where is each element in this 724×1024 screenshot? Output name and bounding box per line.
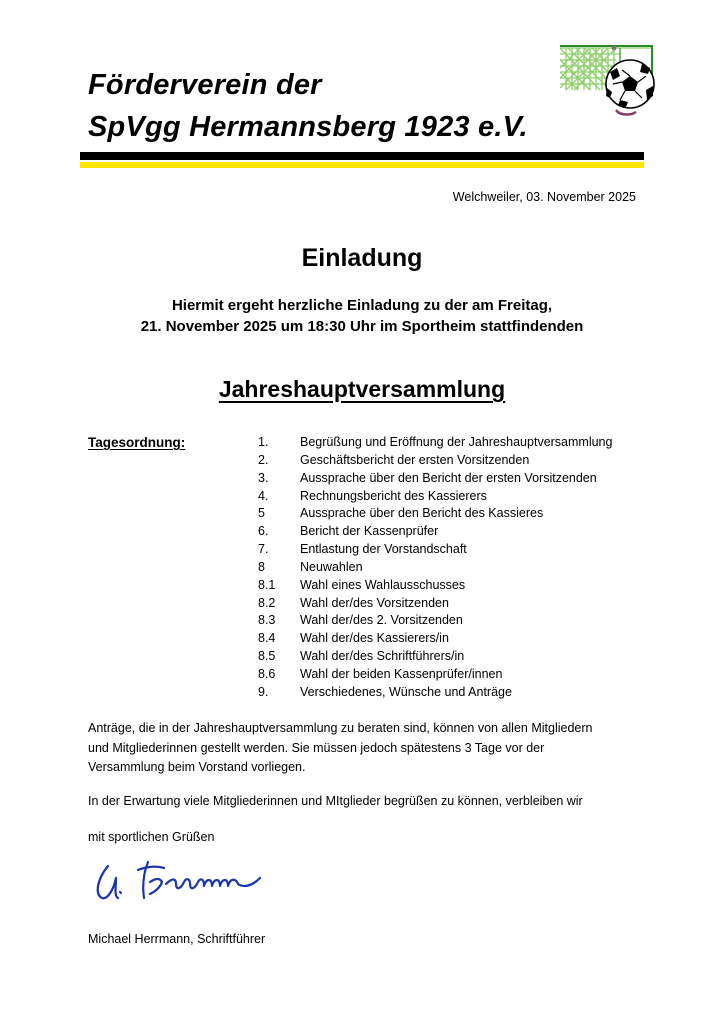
motions-line1: Anträge, die in der Jahreshauptversammlung zu beraten sind, können von allen Mitgliedern <box>88 721 593 735</box>
agenda-item <box>258 666 612 684</box>
agenda-item-text: Wahl der/des Schriftführers/in <box>300 649 465 664</box>
agenda-item-number: 1. <box>258 435 269 449</box>
agenda-item-text: Geschäftsbericht der ersten Vorsitzenden <box>300 452 530 467</box>
agenda-item-text: Wahl der/des Kassierers/in <box>300 631 449 646</box>
agenda-item-text: Begrüßung und Eröffnung der Jahreshauptversammlung <box>300 435 613 449</box>
agenda-item-number: 8.2 <box>258 595 276 610</box>
agenda-item-text: Wahl der/des Vorsitzenden <box>300 595 449 610</box>
agenda-item <box>258 559 612 577</box>
expectation-paragraph: In der Erwartung viele Mitgliederinnen und MItglieder begrüßen zu können, verbleiben wir <box>88 794 583 808</box>
agenda-item-number: 5 <box>258 506 265 521</box>
agenda-item-number: 8.4 <box>258 631 276 646</box>
agenda-item-text: Wahl der/des 2. Vorsitzenden <box>300 613 463 628</box>
agenda-item <box>258 470 612 488</box>
agenda-item <box>258 434 612 452</box>
agenda-item <box>258 488 612 506</box>
organization-title <box>88 64 528 148</box>
agenda-item-text: Aussprache über den Bericht des Kassieres <box>300 506 544 521</box>
agenda-item <box>258 684 612 702</box>
date-line: Welchweiler, 03. November 2025 <box>452 190 636 204</box>
agenda-item-number: 8.3 <box>258 613 276 628</box>
agenda-item <box>258 541 612 559</box>
motions-paragraph <box>88 719 592 778</box>
agenda-list <box>258 434 612 702</box>
agenda-item-text: Bericht der Kassenprüfer <box>300 524 439 539</box>
agenda-label: Tagesordnung: <box>88 435 186 450</box>
agenda-item-text: Neuwahlen <box>300 559 363 574</box>
agenda-item-number: 8 <box>258 559 265 574</box>
motions-line2: und Mitgliederinnen gestellt werden. Sie müssen jedoch spätestens 3 Tage vor der <box>88 740 545 755</box>
agenda-item-text: Verschiedenes, Wünsche und Anträge <box>300 684 512 699</box>
agenda-item-text: Aussprache über den Bericht der ersten Vorsitzenden <box>300 470 597 485</box>
soccer-goal-ball-icon <box>560 40 660 120</box>
organization-title-line1: Förderverein der <box>88 69 322 101</box>
agenda-item-number: 6. <box>258 524 269 539</box>
agenda-item-text: Rechnungsbericht des Kassierers <box>300 488 487 503</box>
event-title: Jahreshauptversammlung <box>218 376 506 402</box>
agenda-item-number: 3. <box>258 470 269 485</box>
closing-greeting: mit sportlichen Grüßen <box>88 830 215 844</box>
organization-title-line2: SpVgg Hermannsberg 1923 e.V. <box>88 111 528 143</box>
header-black-stripe <box>80 152 644 160</box>
signer-name: Michael Herrmann, Schriftführer <box>88 932 266 946</box>
agenda-item <box>258 648 612 666</box>
agenda-item-number: 8.1 <box>258 577 276 592</box>
invitation-heading: Einladung <box>301 244 423 272</box>
intro-line1: Hiermit ergeht herzliche Einladung zu der am Freitag, <box>171 297 553 314</box>
handwritten-signature <box>88 848 268 908</box>
agenda-item-number: 8.5 <box>258 649 276 664</box>
agenda-item <box>258 612 612 630</box>
agenda-item <box>258 452 612 470</box>
motions-line3: Versammlung beim Vorstand vorliegen. <box>88 760 306 774</box>
agenda-item <box>258 577 612 595</box>
invitation-intro <box>0 295 724 337</box>
agenda-item-text: Wahl der beiden Kassenprüfer/innen <box>300 666 503 681</box>
agenda-item-text: Entlastung der Vorstandschaft <box>300 542 467 557</box>
agenda-item <box>258 523 612 541</box>
agenda-item <box>258 630 612 648</box>
header-yellow-stripe <box>80 162 644 168</box>
intro-line2: 21. November 2025 um 18:30 Uhr im Sportheim stattfindenden <box>140 318 584 335</box>
agenda-item-number: 2. <box>258 452 269 467</box>
agenda-item-number: 7. <box>258 542 269 557</box>
agenda-item-number: 9. <box>258 684 269 699</box>
agenda-item-text: Wahl eines Wahlausschusses <box>300 577 466 592</box>
agenda-item-number: 8.6 <box>258 666 276 681</box>
agenda-item <box>258 595 612 613</box>
agenda-item <box>258 505 612 523</box>
agenda-item-number: 4. <box>258 488 269 503</box>
